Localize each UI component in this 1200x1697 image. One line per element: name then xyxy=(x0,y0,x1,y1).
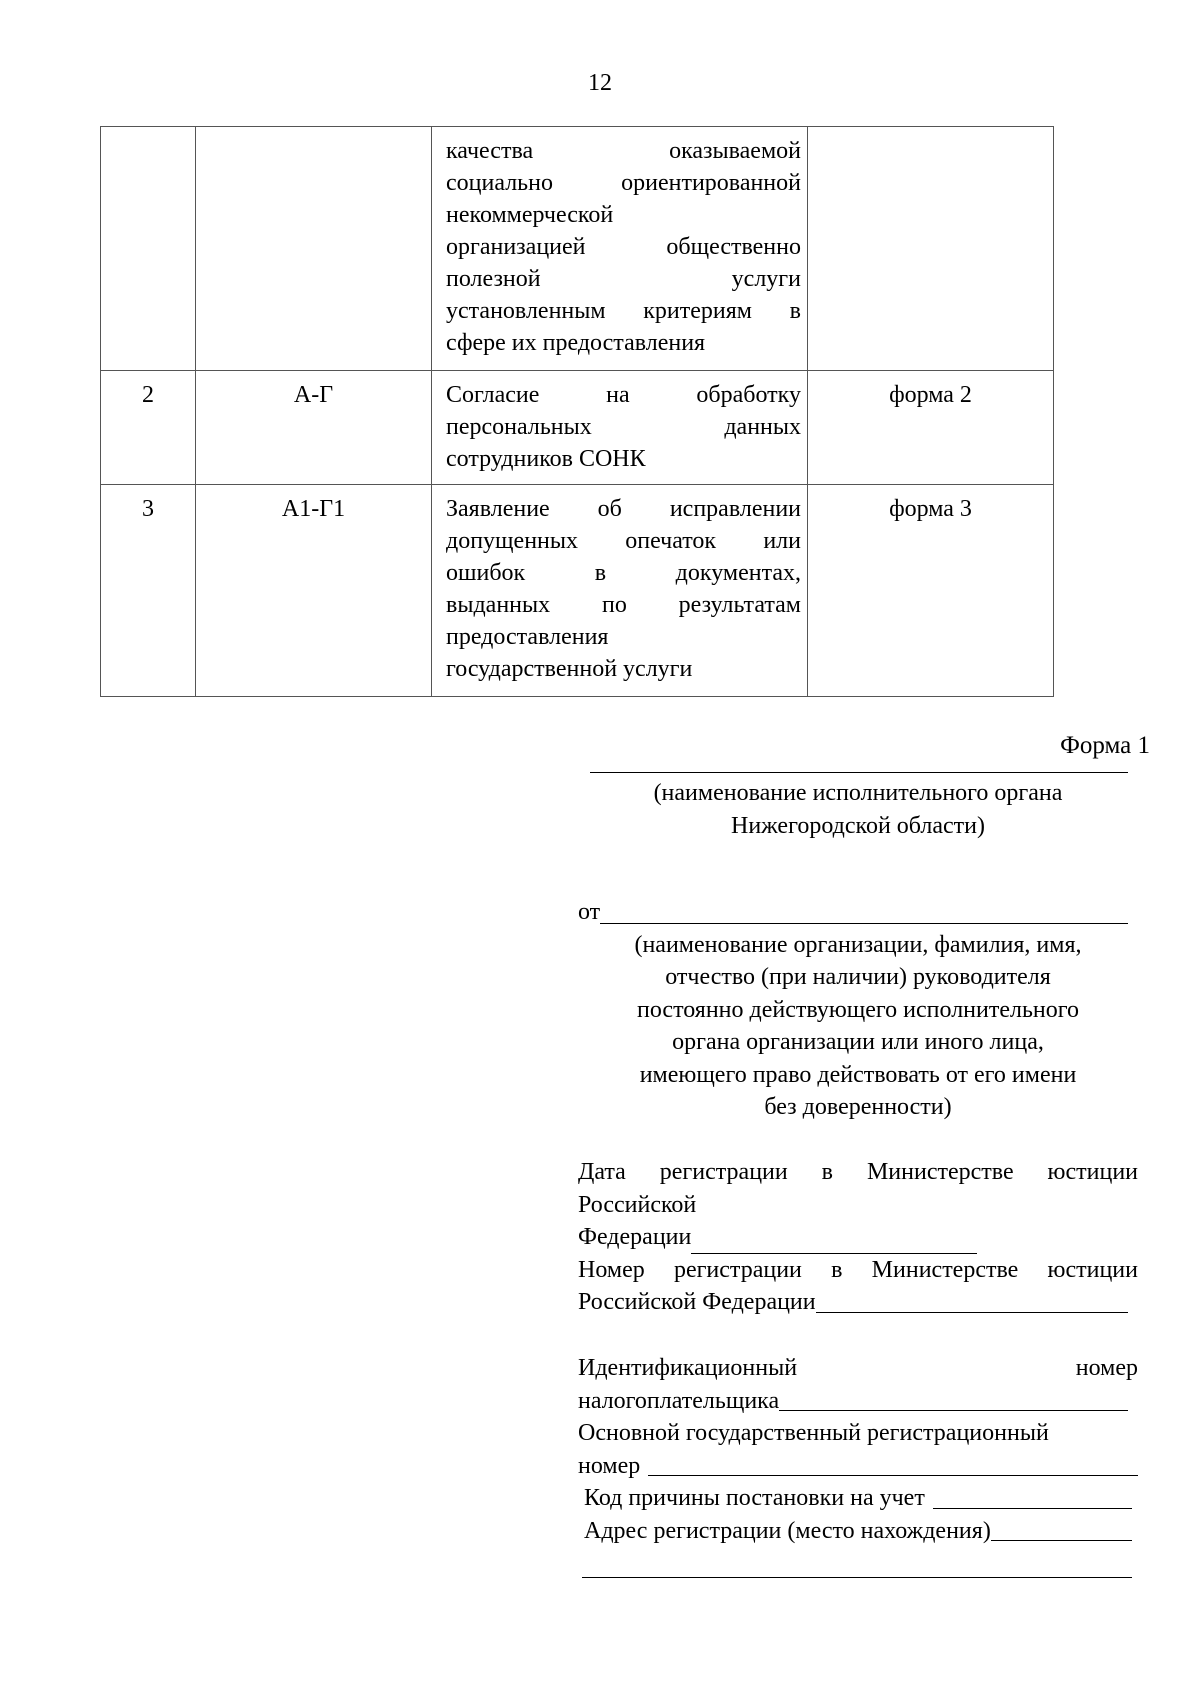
organ-name-line xyxy=(590,772,1128,773)
description-line-last: государственной услуги xyxy=(446,656,693,682)
from-line xyxy=(600,899,1128,924)
address-extra-line xyxy=(582,1577,1132,1578)
organ-caption-1: (наименование исполнительного органа xyxy=(653,780,1063,806)
reg-number-row xyxy=(578,1286,1128,1319)
row-form-cell: форма 2 xyxy=(808,371,1054,485)
registration-block xyxy=(578,1156,1138,1319)
description-line: Заявление об исправлении xyxy=(446,496,801,522)
reg-date-line-3: Федерации xyxy=(578,1224,692,1250)
inn-row-1 xyxy=(578,1352,1138,1385)
row-description-cell xyxy=(432,127,808,371)
ogrn-line-2: номер xyxy=(578,1452,641,1479)
description-line: ошибок в документах, xyxy=(446,560,801,586)
reg-date-blank xyxy=(691,1229,977,1254)
description-line: предоставления xyxy=(446,624,609,650)
ogrn-row xyxy=(578,1450,1138,1483)
description-line: персональных данных xyxy=(446,414,801,440)
row-code-cell xyxy=(196,127,432,371)
applicant-caption-line: без доверенности) xyxy=(764,1094,952,1120)
organ-block xyxy=(578,772,1138,842)
description-line: установленным критериям в xyxy=(446,298,801,324)
applicant-caption-line: отчество (при наличии) руководителя xyxy=(665,964,1051,990)
row-number-cell: 3 xyxy=(101,485,196,697)
table-row xyxy=(101,485,1054,697)
inn-line-1-right: номер xyxy=(1075,1355,1138,1381)
applicant-caption xyxy=(578,929,1138,1124)
applicant-caption-line: постоянно действующего исполнительного xyxy=(636,996,1080,1023)
reg-number-line-1: Номер регистрации в Министерстве юстиции xyxy=(578,1256,1138,1283)
reg-date-row xyxy=(578,1221,1138,1254)
from-row xyxy=(578,896,1128,929)
row-form-cell: форма 3 xyxy=(808,485,1054,697)
address-row xyxy=(578,1515,1132,1548)
reg-number-line-2: Российской Федерации xyxy=(578,1289,816,1315)
address-blank xyxy=(991,1516,1132,1541)
inn-line-2: налогоплательщика xyxy=(578,1387,780,1414)
address-label: Адрес регистрации (место нахождения) xyxy=(584,1517,991,1544)
ogrn-blank xyxy=(648,1451,1138,1476)
from-label: от xyxy=(578,899,601,925)
row-description-cell xyxy=(432,371,808,485)
description-line-last: сотрудников СОНК xyxy=(446,446,646,472)
description-line: допущенных опечаток или xyxy=(446,528,801,554)
description-line: полезной услуги xyxy=(446,266,801,292)
applicant-caption-line: органа организации или иного лица, xyxy=(672,1029,1044,1055)
description-line: социально ориентированной xyxy=(446,170,801,196)
inn-row-2 xyxy=(578,1385,1128,1418)
reg-date-line-1: Дата регистрации в Министерстве юстиции xyxy=(578,1159,1138,1185)
description-line-last: сфере их предоставления xyxy=(446,330,706,356)
row-code-cell: А-Г xyxy=(196,371,432,485)
reg-number-blank xyxy=(816,1288,1128,1313)
form-1-label: Форма 1 xyxy=(1060,732,1150,759)
tax-block xyxy=(578,1352,1138,1578)
inn-line-1-left: Идентификационный xyxy=(578,1355,798,1381)
row-description-cell xyxy=(432,485,808,697)
row-number-cell: 2 xyxy=(101,371,196,485)
description-line: качества оказываемой xyxy=(446,138,801,164)
applicant-caption-line: (наименование организации, фамилия, имя, xyxy=(634,931,1082,958)
documents-table xyxy=(100,126,1054,697)
table-row xyxy=(101,127,1054,371)
description-line: организацией общественно xyxy=(446,234,801,260)
kpp-label: Код причины постановки на учет xyxy=(584,1485,925,1511)
kpp-row xyxy=(578,1482,1132,1515)
page-number: 12 xyxy=(588,70,612,96)
applicant-caption-line: имеющего право действовать от его имени xyxy=(639,1061,1077,1088)
ogrn-line-1: Основной государственный регистрационный xyxy=(578,1420,1049,1446)
applicant-block xyxy=(578,896,1138,1124)
row-number-cell xyxy=(101,127,196,371)
organ-caption-2: Нижегородской области) xyxy=(730,812,985,839)
description-line: выданных по результатам xyxy=(446,592,801,618)
description-line: Согласие на обработку xyxy=(446,382,801,408)
reg-date-line-2: Российской xyxy=(578,1191,697,1218)
row-code-cell: А1-Г1 xyxy=(196,485,432,697)
kpp-blank xyxy=(933,1484,1132,1509)
table-row xyxy=(101,371,1054,485)
inn-blank xyxy=(779,1386,1128,1411)
row-form-cell xyxy=(808,127,1054,371)
description-line: некоммерческой xyxy=(446,202,614,228)
